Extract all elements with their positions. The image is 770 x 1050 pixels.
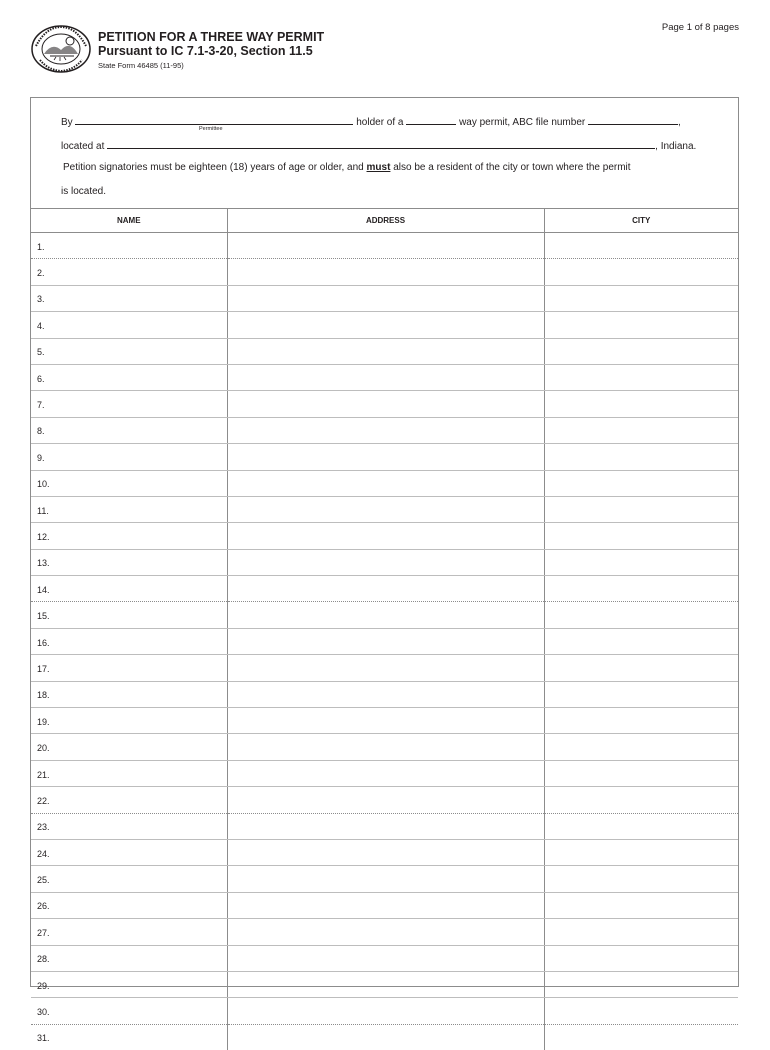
address-cell[interactable]: [227, 391, 544, 417]
petition-form: [30, 97, 739, 987]
table-row: [31, 391, 738, 417]
table-row: [31, 496, 738, 522]
requirement-text-line2: is located.: [61, 186, 106, 197]
table-row: [31, 470, 738, 496]
address-cell[interactable]: [227, 259, 544, 285]
permit-way-count-field[interactable]: [406, 114, 456, 125]
city-cell[interactable]: [544, 734, 738, 760]
address-cell[interactable]: [227, 496, 544, 522]
name-cell[interactable]: 31.: [31, 1024, 227, 1050]
name-cell[interactable]: 6.: [31, 364, 227, 390]
name-cell[interactable]: 9.: [31, 444, 227, 470]
address-cell[interactable]: [227, 285, 544, 311]
address-cell[interactable]: [227, 813, 544, 839]
table-row: [31, 628, 738, 654]
requirement-text-start: Petition signatories must be eighteen (18) years of age or older, and: [63, 162, 367, 173]
address-cell[interactable]: [227, 839, 544, 865]
table-row: [31, 259, 738, 285]
city-cell[interactable]: [544, 576, 738, 602]
name-cell[interactable]: 13.: [31, 549, 227, 575]
city-cell[interactable]: [544, 364, 738, 390]
location-line: [61, 138, 696, 152]
city-cell[interactable]: [544, 523, 738, 549]
city-cell[interactable]: [544, 813, 738, 839]
city-cell[interactable]: [544, 892, 738, 918]
address-cell[interactable]: [227, 866, 544, 892]
address-cell[interactable]: [227, 945, 544, 971]
city-cell[interactable]: [544, 417, 738, 443]
name-cell[interactable]: 24.: [31, 839, 227, 865]
table-row: [31, 523, 738, 549]
address-cell[interactable]: [227, 233, 544, 259]
table-row: [31, 787, 738, 813]
table-row: [31, 338, 738, 364]
address-cell[interactable]: [227, 602, 544, 628]
name-cell[interactable]: 20.: [31, 734, 227, 760]
name-cell[interactable]: 16.: [31, 628, 227, 654]
name-cell[interactable]: 11.: [31, 496, 227, 522]
table-row: [31, 1024, 738, 1050]
city-cell[interactable]: [544, 1024, 738, 1050]
name-column-header: NAME: [31, 209, 227, 233]
table-row: [31, 444, 738, 470]
address-column-header: ADDRESS: [227, 209, 544, 233]
form-header: [98, 30, 324, 70]
table-row: [31, 892, 738, 918]
must-emphasis: must: [367, 162, 391, 173]
address-cell[interactable]: [227, 787, 544, 813]
city-cell[interactable]: [544, 681, 738, 707]
table-row: [31, 364, 738, 390]
signatory-requirements: [63, 162, 631, 173]
city-cell[interactable]: [544, 549, 738, 575]
name-cell[interactable]: 18.: [31, 681, 227, 707]
city-cell[interactable]: [544, 998, 738, 1024]
city-cell[interactable]: [544, 233, 738, 259]
permittee-caption: Permittee: [199, 126, 223, 132]
address-cell[interactable]: [227, 417, 544, 443]
permittee-field[interactable]: [75, 114, 353, 125]
table-row: [31, 285, 738, 311]
name-cell[interactable]: 4.: [31, 312, 227, 338]
name-cell[interactable]: 15.: [31, 602, 227, 628]
address-cell[interactable]: [227, 364, 544, 390]
address-cell[interactable]: [227, 628, 544, 654]
city-cell[interactable]: [544, 628, 738, 654]
city-cell[interactable]: [544, 496, 738, 522]
signatory-table: [31, 208, 738, 1050]
name-cell[interactable]: 19.: [31, 708, 227, 734]
table-row: [31, 734, 738, 760]
address-cell[interactable]: [227, 998, 544, 1024]
city-cell[interactable]: [544, 971, 738, 997]
by-label: By: [61, 117, 73, 128]
address-cell[interactable]: [227, 681, 544, 707]
table-row: [31, 681, 738, 707]
table-row: [31, 760, 738, 786]
page-count: Page 1 of 8 pages: [662, 22, 739, 33]
state-seal-icon: [30, 24, 92, 74]
table-row: [31, 655, 738, 681]
permittee-line: [61, 114, 681, 128]
address-cell[interactable]: [227, 971, 544, 997]
name-cell[interactable]: 25.: [31, 866, 227, 892]
table-row: [31, 417, 738, 443]
name-cell[interactable]: 8.: [31, 417, 227, 443]
requirement-text-end: also be a resident of the city or town where the permit: [390, 162, 630, 173]
table-row: [31, 549, 738, 575]
comma-label: ,: [678, 117, 681, 128]
address-cell[interactable]: [227, 1024, 544, 1050]
city-cell[interactable]: [544, 444, 738, 470]
city-cell[interactable]: [544, 787, 738, 813]
name-cell[interactable]: 26.: [31, 892, 227, 918]
address-cell[interactable]: [227, 919, 544, 945]
city-cell[interactable]: [544, 312, 738, 338]
name-cell[interactable]: 30.: [31, 998, 227, 1024]
city-cell[interactable]: [544, 919, 738, 945]
name-cell[interactable]: 10.: [31, 470, 227, 496]
address-cell[interactable]: [227, 523, 544, 549]
table-row: [31, 813, 738, 839]
name-cell[interactable]: 1.: [31, 233, 227, 259]
table-row: [31, 971, 738, 997]
address-cell[interactable]: [227, 655, 544, 681]
table-row: [31, 708, 738, 734]
address-cell[interactable]: [227, 338, 544, 364]
address-cell[interactable]: [227, 312, 544, 338]
table-row: [31, 919, 738, 945]
address-cell[interactable]: [227, 734, 544, 760]
form-title: PETITION FOR A THREE WAY PERMIT: [98, 30, 324, 44]
name-cell[interactable]: 28.: [31, 945, 227, 971]
city-cell[interactable]: [544, 470, 738, 496]
address-cell[interactable]: [227, 470, 544, 496]
city-column-header: CITY: [544, 209, 738, 233]
city-cell[interactable]: [544, 338, 738, 364]
name-cell[interactable]: 3.: [31, 285, 227, 311]
table-header-row: [31, 209, 738, 233]
address-cell[interactable]: [227, 549, 544, 575]
holder-of-label: holder of a: [356, 117, 403, 128]
intro-section: [31, 98, 738, 208]
city-cell[interactable]: [544, 708, 738, 734]
name-cell[interactable]: 7.: [31, 391, 227, 417]
name-cell[interactable]: 12.: [31, 523, 227, 549]
table-row: [31, 312, 738, 338]
city-cell[interactable]: [544, 655, 738, 681]
city-cell[interactable]: [544, 760, 738, 786]
table-row: [31, 576, 738, 602]
name-cell[interactable]: 5.: [31, 338, 227, 364]
way-permit-label: way permit, ABC file number: [459, 117, 585, 128]
city-cell[interactable]: [544, 602, 738, 628]
name-cell[interactable]: 21.: [31, 760, 227, 786]
name-cell[interactable]: 29.: [31, 971, 227, 997]
address-cell[interactable]: [227, 576, 544, 602]
city-cell[interactable]: [544, 839, 738, 865]
state-form-number: State Form 46485 (11-95): [98, 61, 324, 70]
table-row: [31, 866, 738, 892]
address-cell[interactable]: [227, 444, 544, 470]
city-cell[interactable]: [544, 945, 738, 971]
city-cell[interactable]: [544, 391, 738, 417]
abc-file-number-field[interactable]: [588, 114, 678, 125]
table-row: [31, 839, 738, 865]
name-cell[interactable]: 23.: [31, 813, 227, 839]
located-at-label: located at: [61, 141, 104, 152]
indiana-label: , Indiana.: [655, 141, 696, 152]
location-field[interactable]: [107, 138, 655, 149]
name-cell[interactable]: 14.: [31, 576, 227, 602]
name-cell[interactable]: 2.: [31, 259, 227, 285]
form-subtitle: Pursuant to IC 7.1-3-20, Section 11.5: [98, 44, 324, 58]
city-cell[interactable]: [544, 285, 738, 311]
table-row: [31, 998, 738, 1024]
address-cell[interactable]: [227, 760, 544, 786]
address-cell[interactable]: [227, 708, 544, 734]
table-row: [31, 233, 738, 259]
signatory-rows: [31, 233, 738, 1050]
table-row: [31, 602, 738, 628]
name-cell[interactable]: 17.: [31, 655, 227, 681]
city-cell[interactable]: [544, 866, 738, 892]
table-row: [31, 945, 738, 971]
name-cell[interactable]: 27.: [31, 919, 227, 945]
name-cell[interactable]: 22.: [31, 787, 227, 813]
city-cell[interactable]: [544, 259, 738, 285]
address-cell[interactable]: [227, 892, 544, 918]
